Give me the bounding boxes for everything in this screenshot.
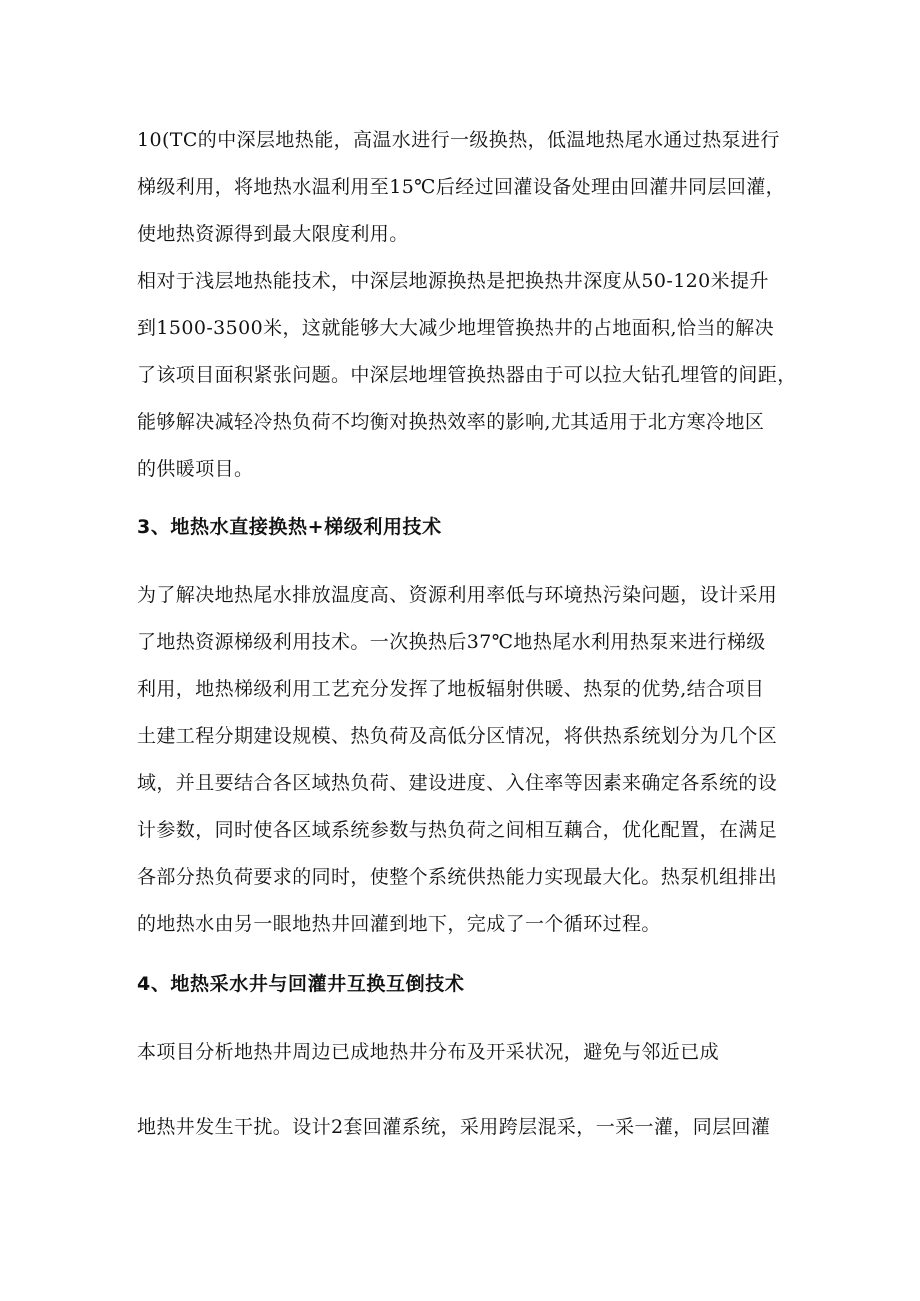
paragraph-3-line-6: 计参数，同时使各区域系统参数与热负荷之间相互藕合，优化配置，在满足 (137, 819, 778, 841)
paragraph-1-line-2: 梯级利用，将地热水温利用至15℃后经过回灌设备处理由回灌井同层回灌， (137, 176, 786, 198)
paragraph-3-line-2: 了地热资源梯级利用技术。一次换热后37℃地热尾水利用热泵来进行梯级 (137, 631, 766, 653)
paragraph-3-line-1: 为了解决地热尾水排放温度高、资源利用率低与环境热污染问题，设计采用 (137, 584, 778, 606)
paragraph-2-line-3: 了该项目面积紧张问题。中深层地埋管换热器由于可以拉大钻孔埋管的间距， (137, 364, 797, 386)
paragraph-3-line-4: 土建工程分期建设规模、热负荷及高低分区情况，将供热系统划分为几个区 (137, 725, 778, 747)
paragraph-1-line-3: 使地热资源得到最大限度利用。 (137, 223, 409, 245)
paragraph-4-line-1: 本项目分析地热井周边已成地热井分布及开采状况，避免与邻近已成 (137, 1041, 720, 1063)
paragraph-2-line-1: 相对于浅层地热能技术，中深层地源换热是把换热井深度从50-120米提升 (137, 270, 769, 292)
section-heading-3: 3、地热水直接换热+梯级利用技术 (137, 516, 442, 538)
paragraph-2-line-5: 的供暖项目。 (137, 458, 254, 480)
paragraph-3-line-8: 的地热水由另一眼地热井回灌到地下，完成了一个循环过程。 (137, 913, 661, 935)
paragraph-3-line-7: 各部分热负荷要求的同时，使整个系统供热能力实现最大化。热泵机组排出 (137, 866, 778, 888)
paragraph-4-line-2: 地热井发生干扰。设计2套回灌系统，采用跨层混采，一采一灌，同层回灌 (137, 1116, 771, 1138)
paragraph-1-line-1: 10(TC的中深层地热能，高温水进行一级换热，低温地热尾水通过热泵进行 (137, 129, 780, 151)
section-heading-4: 4、地热采水井与回灌井互换互倒技术 (137, 973, 465, 995)
paragraph-3-line-3: 利用，地热梯级利用工艺充分发挥了地板辐射供暖、热泵的优势,结合项目 (137, 678, 765, 700)
paragraph-2-line-4: 能够解决减轻冷热负荷不均衡对换热效率的影响,尤其适用于北方寒冷地区 (137, 411, 765, 433)
paragraph-3-line-5: 域，并且要结合各区域热负荷、建设进度、入住率等因素来确定各系统的设 (137, 772, 778, 794)
paragraph-2-line-2: 到1500-3500米，这就能够大大减少地埋管换热井的占地面积,恰当的解决 (137, 317, 774, 339)
